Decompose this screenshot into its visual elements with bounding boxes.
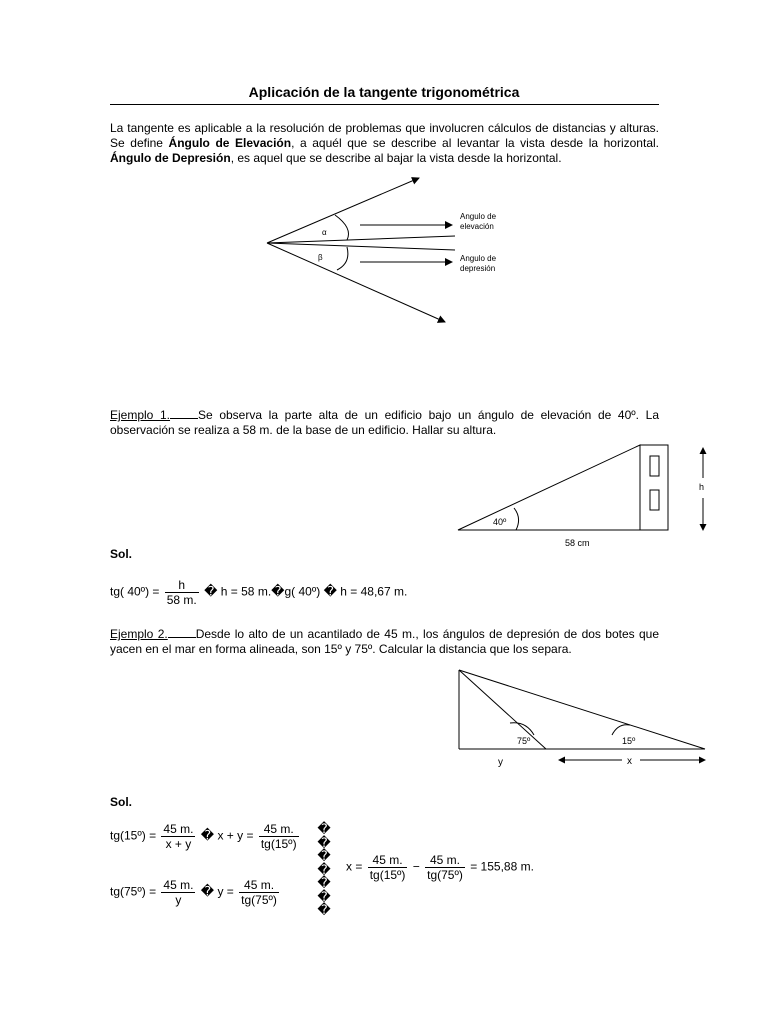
missing-glyph-2: �: [271, 583, 285, 599]
sol1-middle-2: g( 40º): [284, 584, 321, 599]
eq1-denominator-2: tg(15º): [260, 837, 297, 851]
res-lhs: x =: [346, 859, 363, 874]
sol1-fraction: [165, 578, 199, 607]
angle-arc: [514, 508, 519, 530]
example1-underline-gap: [170, 408, 198, 419]
example2-text: Desde lo alto de un acantilado de 45 m., los ángulos de depresión de dos botes que yacen en el mar en forma alineada, son 15º y 75º. Calcular la distancia que los separa.: [110, 627, 659, 656]
solution1-equation: [110, 578, 407, 607]
missing-glyph-1: �: [204, 583, 218, 599]
res-value: = 155,88 m.: [470, 859, 534, 874]
intro-text-3: , es aquel que se describe al bajar la vista desde la horizontal.: [230, 151, 562, 165]
depression-ray: [267, 243, 445, 322]
angle-diagram: [255, 170, 515, 330]
base-label: 58 cm: [565, 538, 590, 548]
intro-text-1: La tangente es aplicable a la resolución de problemas que involucren cálculos de distancias y alturas. Se define: [110, 121, 659, 150]
example2-label: Ejemplo 2.: [110, 627, 168, 641]
sol1-middle: h = 58 m.: [217, 584, 272, 599]
eq1-fraction-2: [259, 822, 299, 851]
brace-glyph: �: [317, 848, 331, 863]
term-elevation: Ángulo de Elevación: [168, 136, 292, 150]
eq1-middle: x + y =: [214, 828, 254, 843]
elevation-label-1: Angulo de: [460, 212, 497, 221]
angle-label: 40º: [493, 517, 507, 527]
brace-glyph: �: [317, 821, 331, 836]
intro-paragraph: [110, 121, 659, 166]
building: [640, 445, 668, 530]
eq1-denominator-1: x + y: [165, 837, 192, 851]
height-label: h: [699, 482, 705, 492]
res-fraction-2: [425, 853, 465, 882]
angle-15-label: 15º: [622, 736, 636, 746]
res-numerator-2: 45 m.: [425, 853, 465, 868]
solution2-equation-2: [110, 878, 281, 907]
sol1-numerator: h: [165, 578, 199, 593]
elevation-label-2: elevación: [460, 222, 494, 231]
res-fraction-1: [368, 853, 408, 882]
solution2-result: [346, 853, 534, 882]
angle-75-label: 75º: [517, 736, 531, 746]
sight-line-near: [459, 670, 546, 749]
eq1-lhs: tg(15º) =: [110, 828, 157, 843]
depression-label-1: Angulo de: [460, 254, 497, 263]
window-bottom: [650, 490, 659, 510]
sight-line-far: [459, 670, 705, 749]
x-label: x: [627, 756, 632, 767]
eq1-numerator-2: 45 m.: [259, 822, 299, 837]
example1-label: Ejemplo 1.: [110, 408, 171, 422]
arc-15: [612, 725, 630, 735]
eq2-fraction-1: [161, 878, 195, 907]
elevation-ray: [267, 178, 419, 243]
solution2-label: Sol.: [110, 795, 133, 809]
horizontal-line-lower: [267, 243, 455, 250]
term-depression: Ángulo de Depresión: [110, 151, 231, 165]
eq1-missing-glyph: �: [200, 827, 215, 843]
eq2-middle: y =: [214, 884, 234, 899]
window-top: [650, 456, 659, 476]
eq2-lhs: tg(75º) =: [110, 884, 157, 899]
eq1-fraction-1: [161, 822, 195, 851]
brace-glyph: �: [317, 861, 331, 877]
arc-75: [510, 723, 534, 735]
sol1-lhs: tg( 40º) =: [110, 584, 160, 599]
brace-glyph: �: [317, 888, 331, 904]
y-label: y: [498, 757, 503, 768]
res-minus: −: [412, 859, 420, 874]
res-numerator-1: 45 m.: [368, 853, 408, 868]
eq2-fraction-2: [239, 878, 279, 907]
eq2-numerator-2: 45 m.: [239, 878, 279, 893]
example2-paragraph: [110, 627, 659, 657]
sol1-result: h = 48,67 m.: [336, 584, 408, 599]
cliff-diagram: [450, 665, 715, 775]
res-denominator-2: tg(75º): [427, 868, 463, 882]
depression-label-2: depresión: [460, 264, 496, 273]
eq2-numerator-1: 45 m.: [163, 878, 194, 892]
example1-text: Se observa la parte alta de un edificio bajo un ángulo de elevación de 40º. La observación se realiza a 58 m. de la base de un edificio. Hallar su altura.: [110, 408, 659, 437]
eq1-numerator-1: 45 m.: [163, 822, 194, 836]
horizontal-line-upper: [267, 236, 455, 243]
solution2-equation-1: [110, 822, 301, 851]
missing-glyph-3: �: [323, 583, 337, 599]
beta-label: β: [318, 253, 323, 262]
brace-glyph: �: [317, 875, 331, 890]
title-divider: [110, 104, 659, 105]
alpha-arc: [335, 215, 349, 240]
beta-arc: [337, 247, 348, 270]
intro-text-2: , a aquél que se describe al levantar la vista desde la horizontal.: [291, 136, 659, 150]
building-diagram: [450, 438, 720, 553]
example2-underline-gap: [168, 627, 196, 638]
brace-glyph-column: [316, 822, 332, 917]
eq2-denominator-1: y: [175, 893, 182, 907]
page-title: Aplicación de la tangente trigonométrica: [248, 84, 520, 100]
solution1-label: Sol.: [110, 547, 133, 561]
eq2-denominator-2: tg(75º): [241, 893, 277, 907]
triangle: [458, 445, 640, 530]
brace-glyph: �: [317, 834, 331, 850]
eq2-missing-glyph: �: [200, 883, 215, 899]
example1-paragraph: [110, 408, 659, 438]
alpha-label: α: [322, 228, 327, 237]
brace-glyph: �: [317, 902, 331, 917]
res-denominator-1: tg(15º): [369, 868, 406, 882]
sol1-denominator: 58 m.: [166, 593, 197, 607]
